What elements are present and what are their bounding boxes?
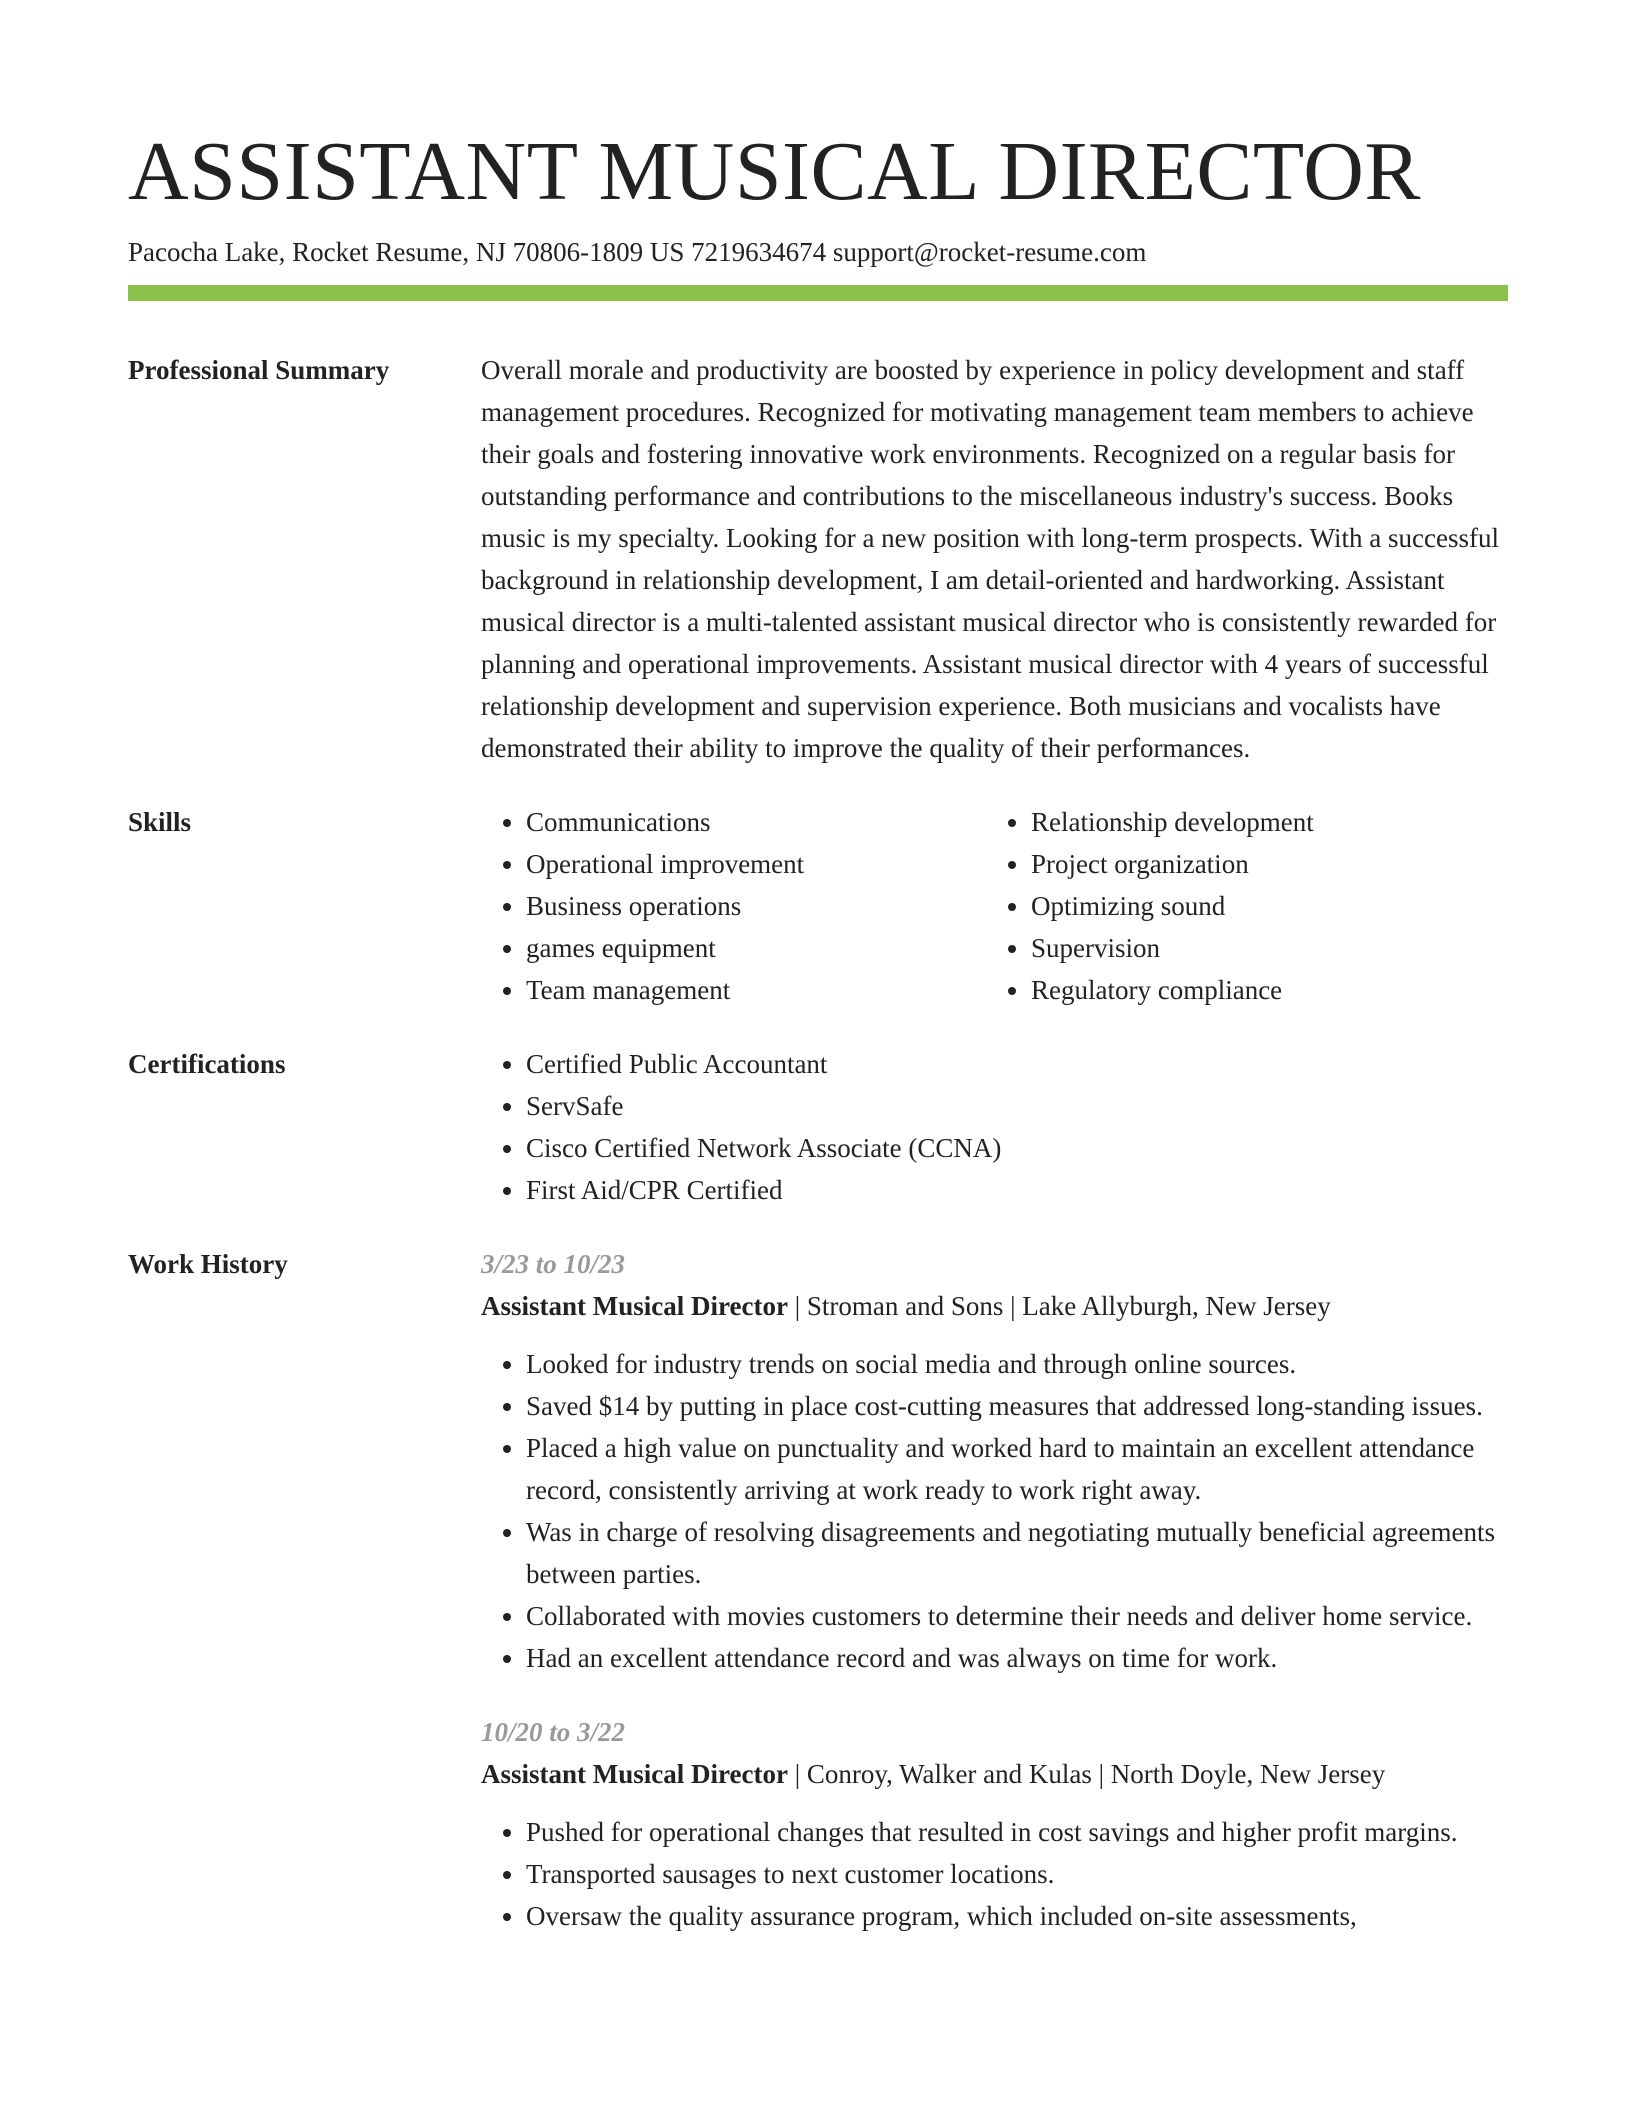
job-title: Assistant Musical Director bbox=[481, 1759, 788, 1789]
skill-item: • Operational improvement bbox=[526, 843, 986, 885]
certification-item: • First Aid/CPR Certified bbox=[526, 1169, 1508, 1211]
job-bullets bbox=[481, 1811, 1508, 1937]
job-bullet: • Transported sausages to next customer locations. bbox=[526, 1853, 1508, 1895]
work-history-section bbox=[128, 1243, 1508, 1937]
job-dates: 10/20 to 3/22 bbox=[481, 1717, 626, 1747]
job-dates: 3/23 to 10/23 bbox=[481, 1249, 626, 1279]
certifications-body bbox=[481, 1043, 1508, 1211]
work-history-label: Work History bbox=[128, 1249, 288, 1279]
job-heading bbox=[481, 1285, 1508, 1327]
certifications-section bbox=[128, 1043, 1508, 1211]
skill-item: • Team management bbox=[526, 969, 986, 1011]
job-title: Assistant Musical Director bbox=[481, 1291, 788, 1321]
job-bullet: • Collaborated with movies customers to determine their needs and deliver home service. bbox=[526, 1595, 1508, 1637]
job-employer-location: | Conroy, Walker and Kulas | North Doyle, New Jersey bbox=[787, 1759, 1386, 1789]
job-bullet: • Looked for industry trends on social media and through online sources. bbox=[526, 1343, 1508, 1385]
job-bullet: • Placed a high value on punctuality and worked hard to maintain an excellent attendance record, consistently arriving at work ready to work right away. bbox=[526, 1427, 1508, 1511]
summary-body bbox=[481, 349, 1508, 769]
certifications-label: Certifications bbox=[128, 1049, 286, 1079]
summary-text: Overall morale and productivity are boosted by experience in policy development and staff management procedures. Recognized for motivating management team members to achieve their goals and fostering innovative work environments. Recognized on a regular basis for outstanding performance and contributions to the miscellaneous industry's success. Books music is my specialty. Looking for a new position with long-term prospects. With a successful background in relationship development, I am detail-oriented and hardworking. Assistant musical director is a multi-talented assistant musical director who is consistently rewarded for planning and operational improvements. Assistant musical director with 4 years of successful relationship development and supervision experience. Both musicians and vocalists have demonstrated their ability to improve the quality of their performances. bbox=[481, 355, 1499, 763]
resume-title: ASSISTANT MUSICAL DIRECTOR bbox=[128, 125, 1421, 218]
skill-item: • Business operations bbox=[526, 885, 986, 927]
summary-section bbox=[128, 349, 1508, 769]
skills-list-right bbox=[986, 801, 1531, 1011]
skill-item: • Supervision bbox=[1031, 927, 1531, 969]
skill-item: • Optimizing sound bbox=[1031, 885, 1531, 927]
certification-item: • Cisco Certified Network Associate (CCNA) bbox=[526, 1127, 1508, 1169]
job-bullet: • Oversaw the quality assurance program, which included on-site assessments, bbox=[526, 1895, 1508, 1937]
resume-page bbox=[128, 0, 1508, 1937]
certification-item: • Certified Public Accountant bbox=[526, 1043, 1508, 1085]
certifications-list bbox=[481, 1043, 1508, 1211]
header-divider bbox=[128, 285, 1508, 301]
skills-section bbox=[128, 801, 1508, 1011]
job-bullet: • Pushed for operational changes that resulted in cost savings and higher profit margins. bbox=[526, 1811, 1508, 1853]
job-bullet: • Had an excellent attendance record and was always on time for work. bbox=[526, 1637, 1508, 1679]
skill-item: • Relationship development bbox=[1031, 801, 1531, 843]
job-bullet: • Saved $14 by putting in place cost-cutting measures that addressed long-standing issues. bbox=[526, 1385, 1508, 1427]
job-entry bbox=[481, 1243, 1508, 1679]
skills-body bbox=[481, 801, 1508, 1011]
work-history-body bbox=[481, 1243, 1508, 1937]
job-bullets bbox=[481, 1343, 1508, 1679]
skill-item: • Regulatory compliance bbox=[1031, 969, 1531, 1011]
skills-list-left bbox=[481, 801, 986, 1011]
summary-label: Professional Summary bbox=[128, 355, 390, 385]
skill-item: • Communications bbox=[526, 801, 986, 843]
skills-label: Skills bbox=[128, 807, 192, 837]
skill-item: • Project organization bbox=[1031, 843, 1531, 885]
job-heading bbox=[481, 1753, 1508, 1795]
job-entry bbox=[481, 1711, 1508, 1937]
skill-item: • games equipment bbox=[526, 927, 986, 969]
job-employer-location: | Stroman and Sons | Lake Allyburgh, New Jersey bbox=[787, 1291, 1331, 1321]
job-bullet: • Was in charge of resolving disagreements and negotiating mutually beneficial agreements between parties. bbox=[526, 1511, 1508, 1595]
contact-line: Pacocha Lake, Rocket Resume, NJ 70806-1809 US 7219634674 support@rocket-resume.com bbox=[128, 237, 1147, 267]
certification-item: • ServSafe bbox=[526, 1085, 1508, 1127]
